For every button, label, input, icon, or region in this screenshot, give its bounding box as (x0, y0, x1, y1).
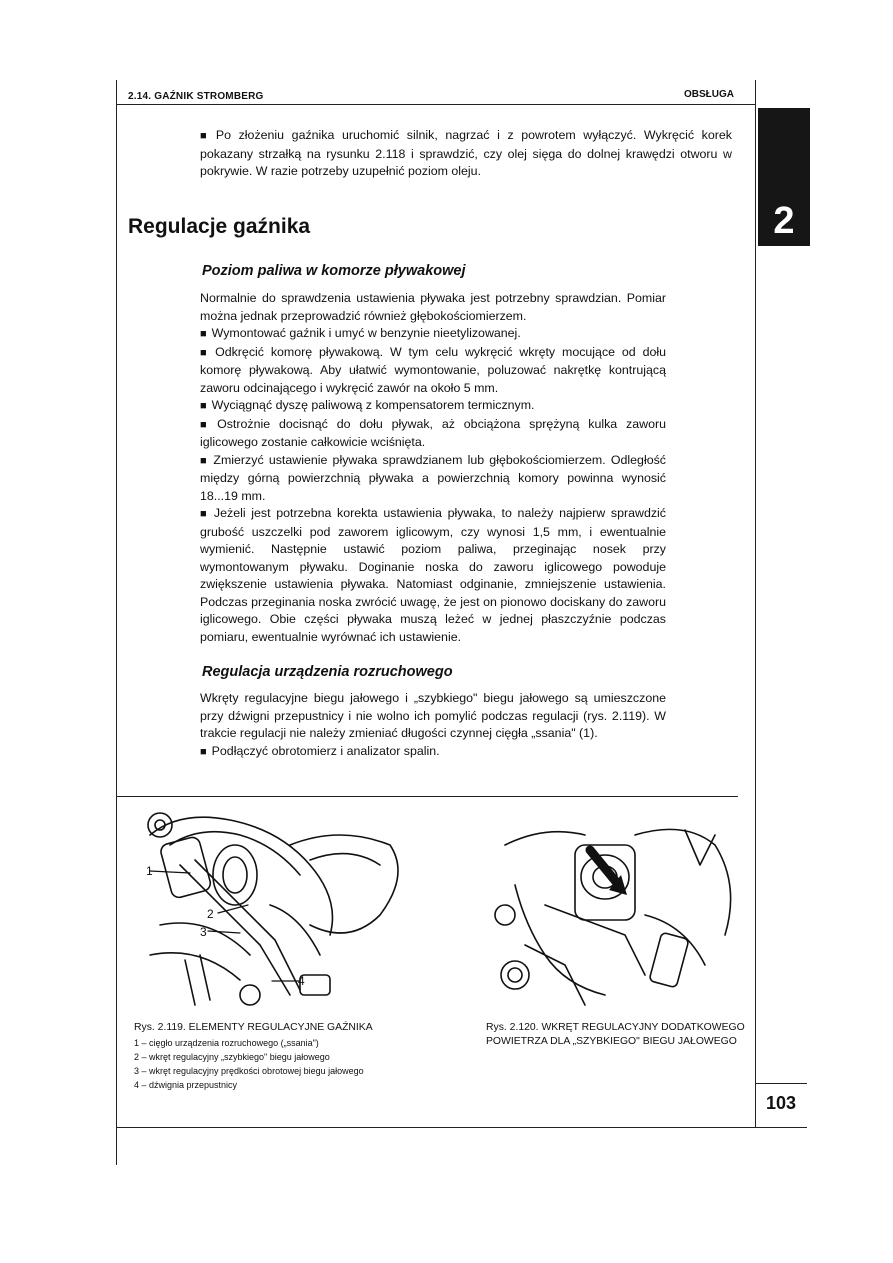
chapter-number: 2 (773, 200, 795, 242)
subsection2-body (200, 690, 666, 761)
figure-119-drawing (140, 805, 415, 1015)
callout-4: 4 (298, 974, 305, 988)
left-margin-rule (116, 80, 117, 1165)
list-item: ■ Odkręcić komorę pływakową. W tym celu wykręcić wkręty mocujące od dołu komorę pływakową. Aby ułatwić wymontowanie, poluzować nakrętkę kontrującą zaworu odcinającego i wykręcić zawór na około 5 mm. (200, 344, 666, 398)
callout-3: 3 (200, 925, 207, 939)
figure-119-legend-2: 2 – wkręt regulacyjny „szybkiego" biegu jałowego (134, 1052, 330, 1062)
figure-119-legend-4: 4 – dźwignia przepustnicy (134, 1080, 238, 1090)
intro-paragraph (200, 127, 732, 181)
list-item: ■ Ostrożnie docisnąć do dołu pływak, aż obciążona sprężyną kulka zaworu iglicowego zostanie całkowicie wciśnięta. (200, 416, 666, 452)
figure-119-caption: Rys. 2.119. ELEMENTY REGULACYJNE GAŹNIKA (134, 1022, 373, 1033)
figure-120-caption-line1: Rys. 2.120. WKRĘT REGULACYJNY DODATKOWEGO (486, 1022, 745, 1033)
section-title: Regulacje gaźnika (128, 215, 311, 238)
bullet-marker (200, 128, 216, 142)
list-item: ■ Wyciągnąć dyszę paliwową z kompensatorem termicznym. (200, 397, 666, 416)
subsection-title-fuel-level: Poziom paliwa w komorze pływakowej (202, 263, 466, 279)
running-header-category: OBSŁUGA (684, 89, 734, 100)
intro-text: Po złożeniu gaźnika uruchomić silnik, nagrzać i z powrotem wyłączyć. Wykręcić korek pokazany strzałką na rysunku 2.118 i sprawdzić, czy olej sięga do dolnej krawędzi otworu w pokrywie. W razie potrzeby uzupełnić poziom oleju. (200, 128, 732, 178)
figure-119-legend-3: 3 – wkręt regulacyjny prędkości obrotowej biegu jałowego (134, 1066, 364, 1076)
subsection2-lead: Wkręty regulacyjne biegu jałowego i „szybkiego" biegu jałowego są umieszczone przy dźwigni przepustnicy i nie wolno ich pomylić podczas regulacji (rys. 2.119). W trakcie regulacji nie należy zmieniać długości czynnej cięgła „ssania" (1). (200, 691, 666, 740)
figure-119-legend-1: 1 – cięgło urządzenia rozruchowego („ssania") (134, 1038, 319, 1048)
callout-2: 2 (207, 907, 214, 921)
right-margin-rule (755, 80, 756, 1128)
page-number: 103 (766, 1093, 797, 1113)
header-rule (116, 104, 756, 105)
figure-120-drawing (485, 805, 745, 1015)
page-number-rule-bottom (755, 1127, 807, 1128)
figures-rule (116, 796, 738, 797)
subsection-title-starter: Regulacja urządzenia rozruchowego (202, 664, 453, 680)
page-number-rule-top (755, 1083, 807, 1084)
subsection1-body (200, 290, 666, 646)
list-item: ■ Wymontować gaźnik i umyć w benzynie nieetylizowanej. (200, 325, 666, 344)
list-item: ■ Podłączyć obrotomierz i analizator spalin. (200, 743, 666, 762)
footer-rule (116, 1127, 756, 1128)
list-item: ■ Zmierzyć ustawienie pływaka sprawdzianem lub głębokościomierzem. Odległość między górną powierzchnią pływaka a powierzchnią komory powinna wynosić 18...19 mm. (200, 452, 666, 506)
running-header-section: 2.14. GAŹNIK STROMBERG (128, 91, 264, 102)
callout-1: 1 (146, 864, 153, 878)
figure-120-caption-line2: POWIETRZA DLA „SZYBKIEGO" BIEGU JAŁOWEGO (486, 1036, 737, 1047)
list-item: ■ Jeżeli jest potrzebna korekta ustawienia pływaka, to należy najpierw sprawdzić grubość uszczelki pod zaworem iglicowym, czy wynosi 1,5 mm, i ewentualnie wymienić. Następnie ustawić poziom paliwa, przeginając nosek przy wymontowanym pływaku. Doginanie noska do zaworu iglicowego powoduje zwiększenie ustawienia pływaka. Natomiast odginanie, zmniejszenie ustawienia. Podczas przeginania noska zwrócić uwagę, że jest on pionowo dociskany do zaworu iglicowego. Obie części pływaka muszą leżeć w jednej płaszczyźnie podczas pomiaru, ewentualnie wyrównać ich ustawienie. (200, 505, 666, 646)
subsection1-lead: Normalnie do sprawdzenia ustawienia pływaka jest potrzebny sprawdzian. Pomiar można jednak przeprowadzić również głębokościomierzem. (200, 291, 666, 323)
